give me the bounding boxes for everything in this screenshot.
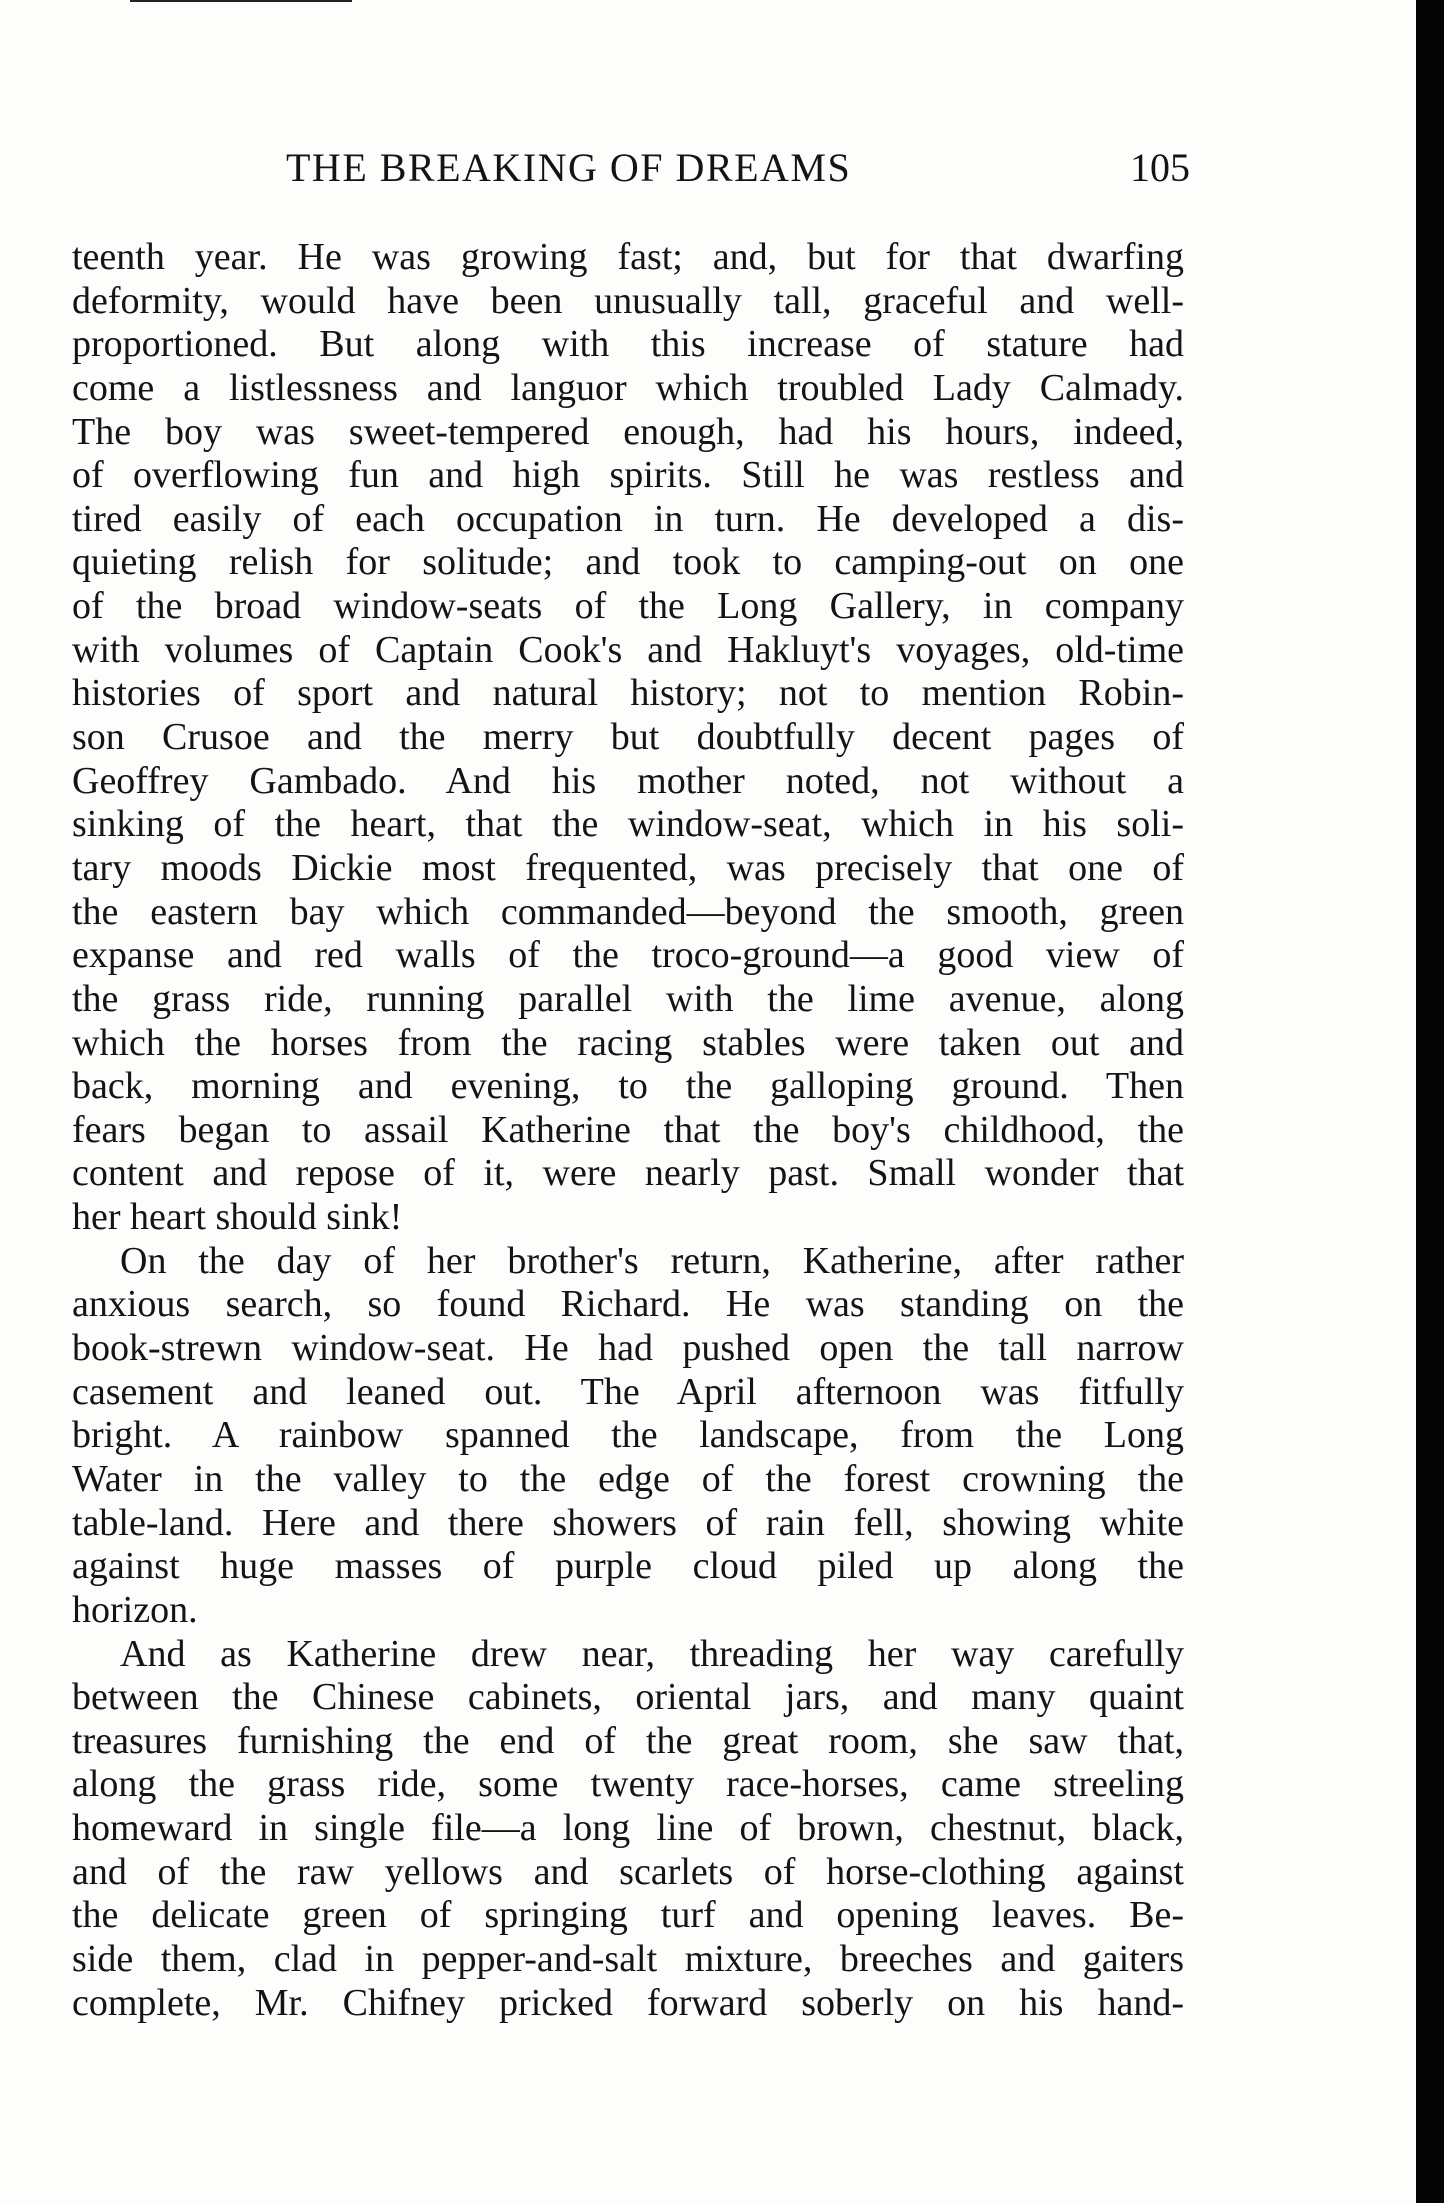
text-line: the grass ride, running parallel with the lime avenue, along <box>72 977 1184 1020</box>
text-line: tired easily of each occupation in turn. He developed a dis- <box>72 497 1184 540</box>
text-line: Water in the valley to the edge of the forest crowning the <box>72 1457 1184 1500</box>
text-line: of the broad window-seats of the Long Gallery, in company <box>72 585 1184 628</box>
text-line: expanse and red walls of the troco-ground—a good view of <box>72 934 1184 977</box>
text-line: teenth year. He was growing fast; and, but for that dwarfing <box>72 236 1184 278</box>
text-line: homeward in single file—a long line of brown, chestnut, black, <box>72 1807 1184 1850</box>
text-line: fears began to assail Katherine that the boy's childhood, the <box>72 1108 1184 1151</box>
text-line: son Crusoe and the merry but doubtfully decent pages of <box>72 716 1184 759</box>
running-head <box>80 138 1190 198</box>
text-line: her heart should sink! <box>72 1196 403 1239</box>
text-line: deformity, would have been unusually tall, graceful and well- <box>72 279 1184 322</box>
text-line: with volumes of Captain Cook's and Hakluyt's voyages, old-time <box>72 628 1184 671</box>
text-line: which the horses from the racing stables were taken out and <box>72 1021 1184 1064</box>
text-line: the eastern bay which commanded—beyond the smooth, green <box>72 890 1184 933</box>
text-line: proportioned. But along with this increase of stature had <box>72 323 1184 366</box>
text-line: the delicate green of springing turf and opening leaves. Be- <box>72 1894 1184 1937</box>
text-line: against huge masses of purple cloud piled up along the <box>72 1545 1184 1588</box>
text-line: tary moods Dickie most frequented, was precisely that one of <box>72 846 1184 889</box>
body-text <box>72 236 1184 2025</box>
text-line: Geoffrey Gambado. And his mother noted, not without a <box>72 759 1184 802</box>
text-line: histories of sport and natural history; not to mention Robin- <box>72 672 1184 715</box>
running-title: THE BREAKING OF DREAMS <box>286 145 852 190</box>
text-line: On the day of her brother's return, Katherine, after rather <box>120 1239 1184 1282</box>
text-line: book-strewn window-seat. He had pushed open the tall narrow <box>72 1327 1184 1370</box>
text-line: between the Chinese cabinets, oriental jars, and many quaint <box>72 1676 1184 1719</box>
text-line: back, morning and evening, to the galloping ground. Then <box>72 1065 1184 1108</box>
text-line: And as Katherine drew near, threading her way carefully <box>120 1632 1184 1675</box>
text-line: and of the raw yellows and scarlets of horse-clothing against <box>72 1850 1184 1893</box>
text-line: content and repose of it, were nearly past. Small wonder that <box>72 1152 1184 1195</box>
text-line: The boy was sweet-tempered enough, had his hours, indeed, <box>72 410 1184 453</box>
text-line: table-land. Here and there showers of rain fell, showing white <box>72 1501 1184 1544</box>
page-number: 105 <box>1130 145 1190 190</box>
top-rule-line <box>130 0 352 2</box>
text-line: side them, clad in pepper-and-salt mixture, breeches and gaiters <box>72 1937 1184 1980</box>
text-line: anxious search, so found Richard. He was standing on the <box>72 1283 1184 1326</box>
text-line: of overflowing fun and high spirits. Still he was restless and <box>72 454 1184 497</box>
text-line: treasures furnishing the end of the great room, she saw that, <box>72 1719 1184 1762</box>
text-line: along the grass ride, some twenty race-horses, came streeling <box>72 1763 1184 1806</box>
text-line: casement and leaned out. The April afternoon was fitfully <box>72 1370 1184 1413</box>
text-line: quieting relish for solitude; and took to camping-out on one <box>72 541 1184 584</box>
page-edge-shadow <box>1416 0 1444 2203</box>
text-line: complete, Mr. Chifney pricked forward soberly on his hand- <box>72 1981 1184 2024</box>
text-line: come a listlessness and languor which troubled Lady Calmady. <box>72 366 1184 409</box>
text-line: horizon. <box>72 1588 198 1631</box>
text-line: bright. A rainbow spanned the landscape, from the Long <box>72 1414 1184 1457</box>
text-line: sinking of the heart, that the window-seat, which in his soli- <box>72 803 1184 846</box>
